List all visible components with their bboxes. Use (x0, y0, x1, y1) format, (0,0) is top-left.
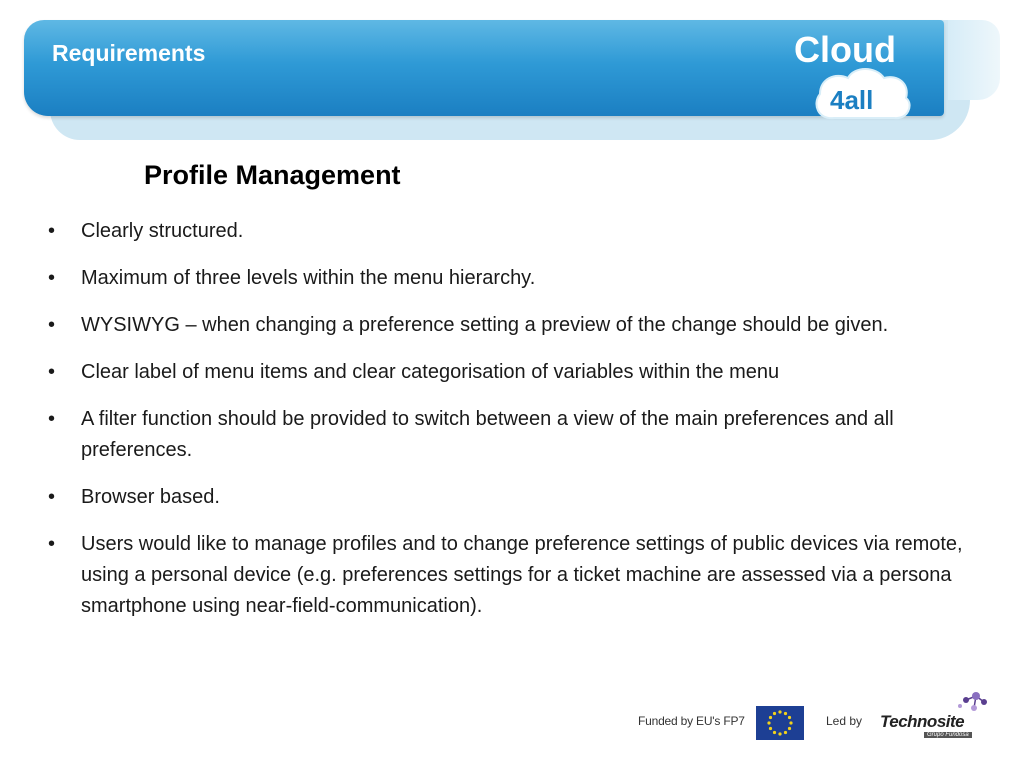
bullet-item (48, 482, 968, 513)
bullet-text: Maximum of three levels within the menu hierarchy. (81, 267, 536, 289)
bullet-text: Clear label of menu items and clear categorisation of variables within the menu (81, 361, 780, 383)
technosite-logo (880, 690, 992, 740)
bullet-dot: • (48, 408, 56, 430)
bullet-text: A filter function should be provided to switch between a view of the main preferences and all preferences. (81, 408, 894, 461)
section-heading: Profile Management (144, 160, 401, 190)
bullet-dot: • (48, 486, 56, 508)
led-by-text: Led by (826, 714, 863, 728)
logo-line1: Cloud (794, 29, 896, 70)
cloud4all-logo (780, 24, 930, 124)
bullet-item (48, 357, 968, 388)
bullet-dot: • (48, 361, 56, 383)
header-accent (948, 20, 1000, 100)
bullet-dot: • (48, 220, 56, 242)
bullet-dot: • (48, 314, 56, 336)
technosite-subtitle: Grupo Fundosa (924, 732, 972, 738)
bullet-item (48, 216, 968, 247)
eu-flag-icon (756, 706, 804, 740)
bullet-list (48, 216, 968, 638)
bullet-text: Browser based. (81, 486, 220, 508)
technosite-name: Technosite (880, 712, 965, 731)
bullet-dot: • (48, 533, 56, 555)
slide-title: Requirements (52, 40, 206, 66)
bullet-dot: • (48, 267, 56, 289)
logo-line2: 4all (830, 85, 874, 115)
bullet-text: WYSIWYG – when changing a preference setting a preview of the change should be given. (81, 314, 889, 336)
bullet-text: Users would like to manage profiles and to change preference settings of public devices via remote, using a personal device (e.g. preferences settings for a ticket machine are assessed via a persona smartphone using near-field-communication). (81, 533, 963, 617)
bullet-item (48, 404, 968, 466)
bullet-item (48, 310, 968, 341)
bullet-item (48, 529, 968, 622)
footer (636, 690, 996, 750)
bullet-text: Clearly structured. (81, 220, 244, 242)
funded-by-text: Funded by EU's FP7 (638, 714, 745, 728)
bullet-item (48, 263, 968, 294)
